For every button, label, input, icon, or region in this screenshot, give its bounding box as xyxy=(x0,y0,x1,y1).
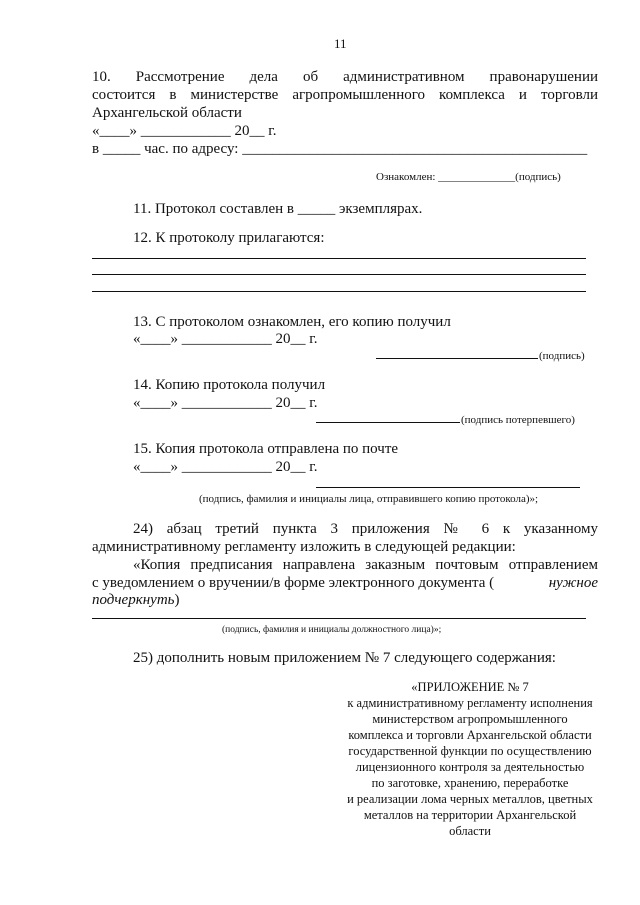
appendix-line: министерством агропромышленного xyxy=(372,712,568,726)
item25-text: 25) дополнить новым приложением № 7 следующего содержания: xyxy=(133,650,556,666)
item24-line4 xyxy=(92,574,598,592)
appendix-line: и реализации лома черных металлов, цветных xyxy=(347,792,593,806)
p14-title: 14. Копию протокола получил xyxy=(133,377,326,393)
item24-line4-italic: нужное xyxy=(548,575,598,591)
p10-line2: состоится в министерстве агропромышленного комплекса и торговли xyxy=(92,87,598,103)
item24-line3: «Копия предписания направлена заказным почтовым отправлением xyxy=(133,557,598,573)
p15-signature-label: (подпись, фамилия и инициалы лица, отправившего копию протокола)»; xyxy=(199,493,539,505)
attachment-line-3 xyxy=(92,291,586,292)
appendix-line: государственной функции по осуществлению xyxy=(348,744,592,758)
p15-title: 15. Копия протокола отправлена по почте xyxy=(133,441,399,457)
attachment-line-2 xyxy=(92,274,586,275)
p12-attachments: 12. К протоколу прилагаются: xyxy=(133,230,325,246)
p10-address: в _____ час. по адресу: ______________________________________________ xyxy=(92,141,588,157)
p15-date: «____» ____________ 20__ г. xyxy=(133,459,318,475)
appendix-line: области xyxy=(449,824,491,838)
page-number: 11 xyxy=(334,36,347,51)
appendix-header xyxy=(320,679,620,839)
p11-copies: 11. Протокол составлен в _____ экземплярах. xyxy=(133,201,423,217)
appendix-line: лицензионного контроля за деятельностью xyxy=(355,760,585,774)
item24-line1: 24) абзац третий пункта 3 приложения № 6 к указанному xyxy=(133,521,598,537)
p13-title: 13. С протоколом ознакомлен, его копию получил xyxy=(133,314,451,330)
appendix-line: по заготовке, хранению, переработке xyxy=(371,776,569,790)
p13-signature-line xyxy=(376,358,538,359)
item24-line5 xyxy=(92,591,179,609)
attachment-line-1 xyxy=(92,258,586,259)
p15-signature-line xyxy=(316,487,580,488)
appendix-line: металлов на территории Архангельской xyxy=(363,808,577,822)
appendix-line: к административному регламенту исполнения xyxy=(347,696,593,710)
p14-date: «____» ____________ 20__ г. xyxy=(133,395,318,411)
item24-signature-line xyxy=(92,618,586,619)
item24-line5-paren: ) xyxy=(174,592,180,608)
p10-date: «____» ____________ 20__ г. xyxy=(92,123,277,139)
item24-signature-label: (подпись, фамилия и инициалы должностного лица)»; xyxy=(222,625,442,635)
p10-line3: Архангельской области xyxy=(92,105,242,121)
p13-date: «____» ____________ 20__ г. xyxy=(133,331,318,347)
p10-ack-signature: Ознакомлен: ______________(подпись) xyxy=(376,171,561,183)
item24-line2: административному регламенту изложить в следующей редакции: xyxy=(92,539,516,555)
appendix-line: комплекса и торговли Архангельской области xyxy=(348,728,592,742)
item24-line5-italic: подчеркнуть xyxy=(92,592,175,608)
p14-signature-label: (подпись потерпевшего) xyxy=(461,414,575,426)
appendix-line: «ПРИЛОЖЕНИЕ № 7 xyxy=(411,680,529,694)
p14-signature-line xyxy=(316,422,460,423)
p13-signature-label: (подпись) xyxy=(539,350,585,362)
p10-line1: 10. Рассмотрение дела об административном правонарушении xyxy=(92,69,598,85)
item24-line4-text: с уведомлением о вручении/в форме электронного документа ( xyxy=(92,575,495,591)
